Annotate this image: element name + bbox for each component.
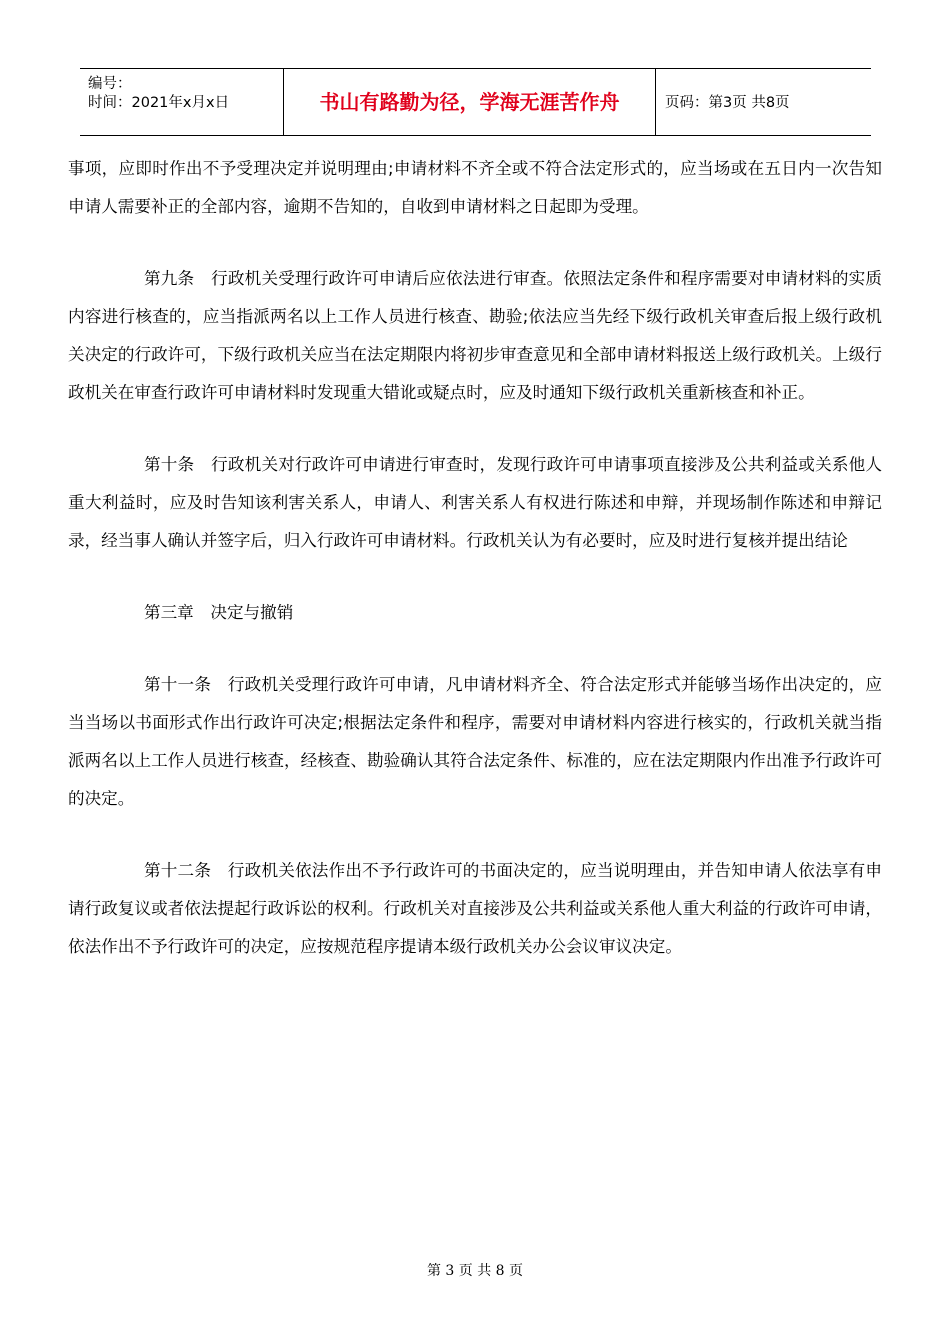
chapter-heading: 第三章 决定与撤销 xyxy=(144,603,294,622)
document-body xyxy=(68,150,882,1000)
article-11: 第十一条 行政机关受理行政许可申请，凡申请材料齐全、符合法定形式并能够当场作出决定的，应当当场以书面形式作出行政许可决定;根据法定条件和程序，需要对申请材料内容进行核实的，行政机关就当指派两名以上工作人员进行核查，经核查、勘验确认其符合法定条件、标准的，应在法定期限内作出准予行政许可的决定。 xyxy=(68,675,882,808)
header-divider xyxy=(655,69,656,135)
article-10: 第十条 行政机关对行政许可申请进行审查时，发现行政许可申请事项直接涉及公共利益或关系他人重大利益时，应及时告知该利害关系人，申请人、利害关系人有权进行陈述和申辩，并现场制作陈述和申辩记录，经当事人确认并签字后，归入行政许可申请材料。行政机关认为有必要时，应及时进行复核并提出结论 xyxy=(68,455,882,550)
header-page-info: 页码：第3页 共8页 xyxy=(665,95,790,111)
article-9: 第九条 行政机关受理行政许可申请后应依法进行审查。依照法定条件和程序需要对申请材料的实质内容进行核查的，应当指派两名以上工作人员进行核查、勘验;依法应当先经下级行政机关审查后报上级行政机关决定的行政许可，下级行政机关应当在法定期限内将初步审查意见和全部申请材料报送上级行政机关。上级行政机关在审查行政许可申请材料时发现重大错讹或疑点时，应及时通知下级行政机关重新核查和补正。 xyxy=(68,269,882,402)
article-12: 第十二条 行政机关依法作出不予行政许可的书面决定的，应当说明理由，并告知申请人依法享有申请行政复议或者依法提起行政诉讼的权利。行政机关对直接涉及公共利益或关系他人重大利益的行政许可申请，依法作出不予行政许可的决定，应按规范程序提请本级行政机关办公会议审议决定。 xyxy=(68,861,882,956)
body-paragraph: 事项，应即时作出不予受理决定并说明理由;申请材料不齐全或不符合法定形式的，应当场或在五日内一次告知申请人需要补正的全部内容，逾期不告知的，自收到申请材料之日起即为受理。 xyxy=(68,159,882,216)
document-date: 时间：2021年x月x日 xyxy=(88,95,230,111)
header-motto: 书山有路勤为径，学海无涯苦作舟 xyxy=(319,90,620,114)
page-header xyxy=(80,68,871,136)
document-number-label: 编号： xyxy=(88,76,132,92)
header-meta xyxy=(88,75,283,113)
page-footer: 第 3 页 共 8 页 xyxy=(426,1263,524,1279)
